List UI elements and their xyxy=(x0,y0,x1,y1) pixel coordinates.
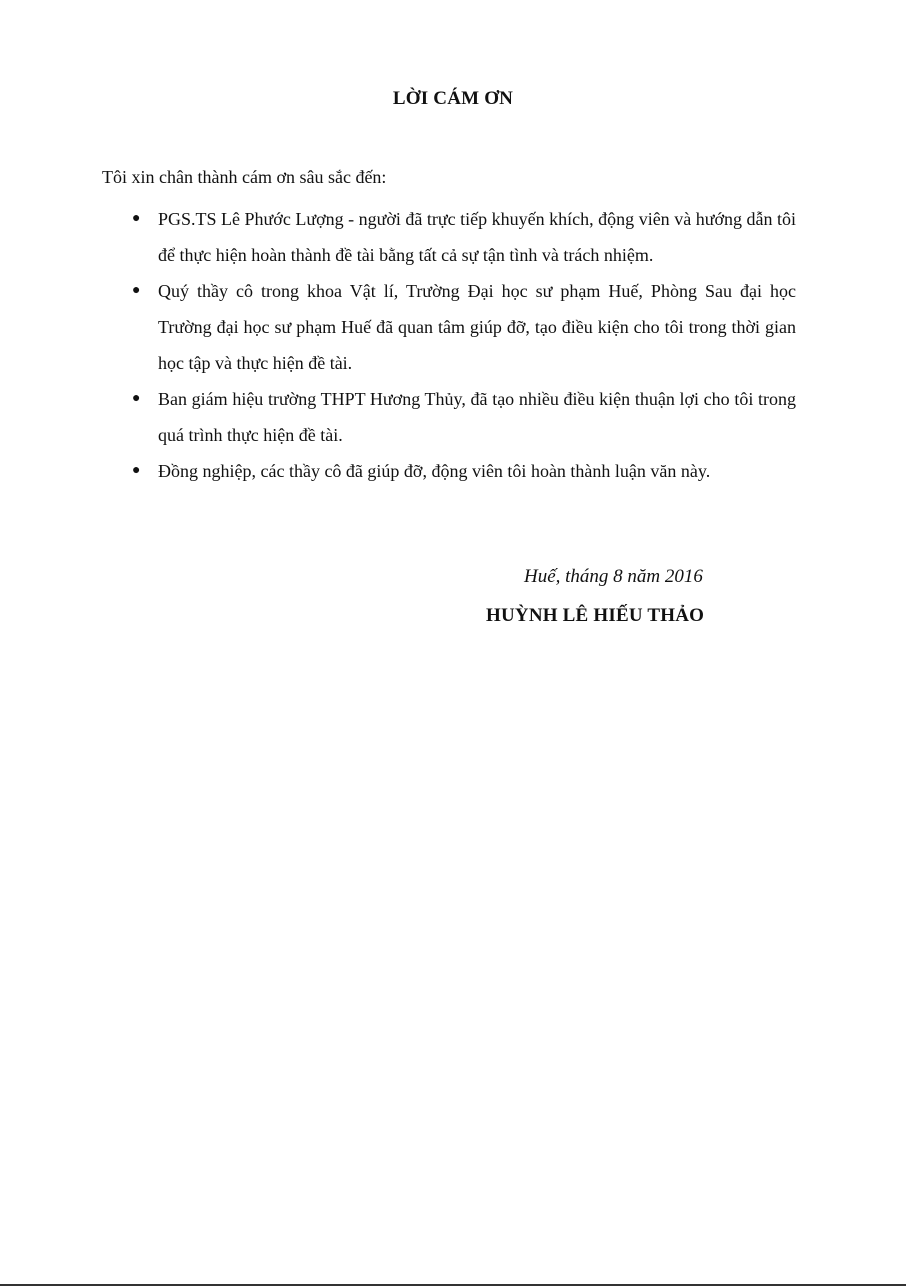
list-item xyxy=(132,453,796,489)
signer-name: HUỲNH LÊ HIẾU THẢO xyxy=(486,605,705,626)
bottom-divider xyxy=(0,1284,906,1286)
list-item-text: PGS.TS Lê Phước Lượng - người đã trực tiếp khuyến khích, động viên và hướng dẫn tôi để thực hiện hoàn thành đề tài bằng tất cả sự tận tình và trách nhiệm. xyxy=(158,209,796,265)
list-item xyxy=(132,381,796,453)
bullet-icon: ● xyxy=(132,283,141,298)
list-item xyxy=(132,201,796,273)
bullet-icon: ● xyxy=(132,211,141,226)
intro-text: Tôi xin chân thành cám ơn sâu sắc đến: xyxy=(102,167,387,187)
page-title: LỜI CÁM ƠN xyxy=(392,88,514,109)
bullet-icon: ● xyxy=(132,391,141,406)
bullet-icon: ● xyxy=(132,463,141,478)
list-item-text: Đồng nghiệp, các thầy cô đã giúp đỡ, động viên tôi hoàn thành luận văn này. xyxy=(158,461,711,481)
list-item-text: Ban giám hiệu trường THPT Hương Thủy, đã tạo nhiều điều kiện thuận lợi cho tôi trong quá trình thực hiện đề tài. xyxy=(158,389,796,445)
list-item-text: Quý thầy cô trong khoa Vật lí, Trường Đại học sư phạm Huế, Phòng Sau đại học Trường đại học sư phạm Huế đã quan tâm giúp đỡ, tạo điều kiện cho tôi trong thời gian học tập và thực hiện đề tài. xyxy=(158,281,796,373)
place-date: Huế, tháng 8 năm 2016 xyxy=(524,566,703,587)
acknowledgement-list xyxy=(132,201,796,489)
list-item xyxy=(132,273,796,381)
